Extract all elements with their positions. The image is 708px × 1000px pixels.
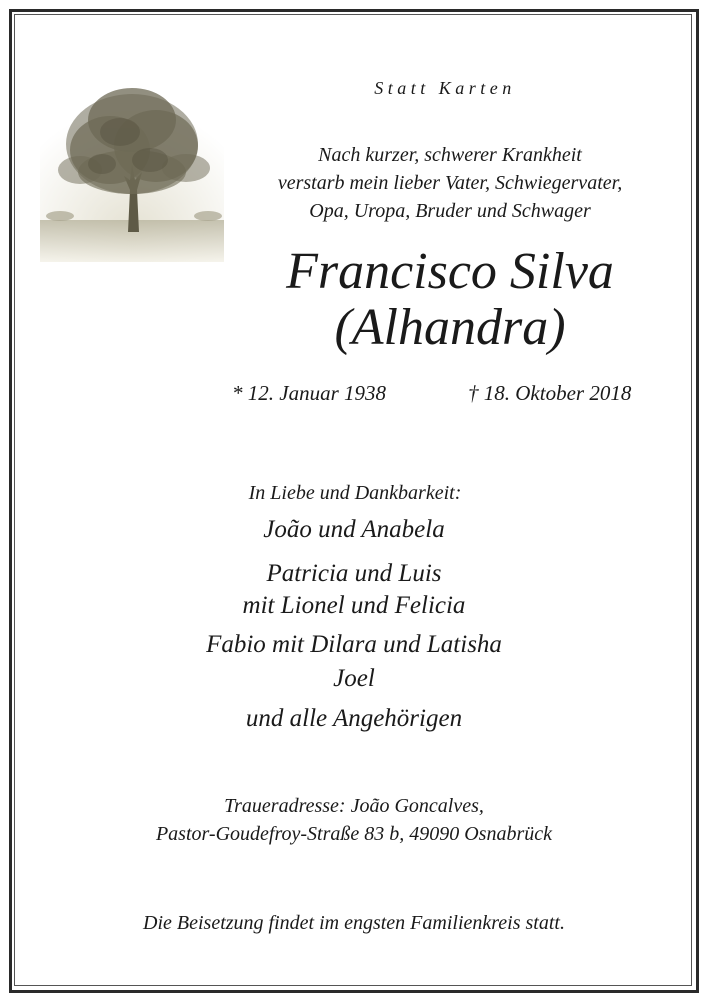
family-line: und alle Angehörigen [245, 705, 463, 732]
intro-line: verstarb mein lieber Vater, Schwiegervater, [277, 172, 623, 194]
address-line: Pastor-Goudefroy-Straße 83 b, 49090 Osnabrück [155, 823, 553, 845]
tree-image [40, 80, 224, 262]
family-line: João und Anabela [263, 516, 445, 543]
intro-line: Nach kurzer, schwerer Krankheit [318, 144, 582, 166]
death-date: † 18. Oktober 2018 [468, 381, 632, 405]
family-line: Joel [333, 665, 375, 692]
family-line: Fabio mit Dilara und Latisha [206, 631, 502, 658]
mourning-address [80, 792, 628, 848]
family-line: mit Lionel und Felicia [242, 592, 466, 619]
signoff-text: In Liebe und Dankbarkeit: [248, 482, 462, 504]
deceased-name: Francisco Silva [286, 243, 614, 300]
intro-text [220, 141, 680, 225]
deceased-nickname: (Alhandra) [334, 299, 566, 356]
birth-date: * 12. Januar 1938 [232, 381, 386, 405]
closing-note: Die Beisetzung findet im engsten Familienkreis statt. [143, 912, 565, 934]
address-line: Traueradresse: João Goncalves, [224, 795, 484, 817]
deceased-name-block [220, 244, 680, 356]
family-line: Patricia und Luis [266, 560, 442, 587]
intro-line: Opa, Uropa, Bruder und Schwager [309, 200, 591, 222]
header-text: Statt Karten [374, 78, 516, 98]
